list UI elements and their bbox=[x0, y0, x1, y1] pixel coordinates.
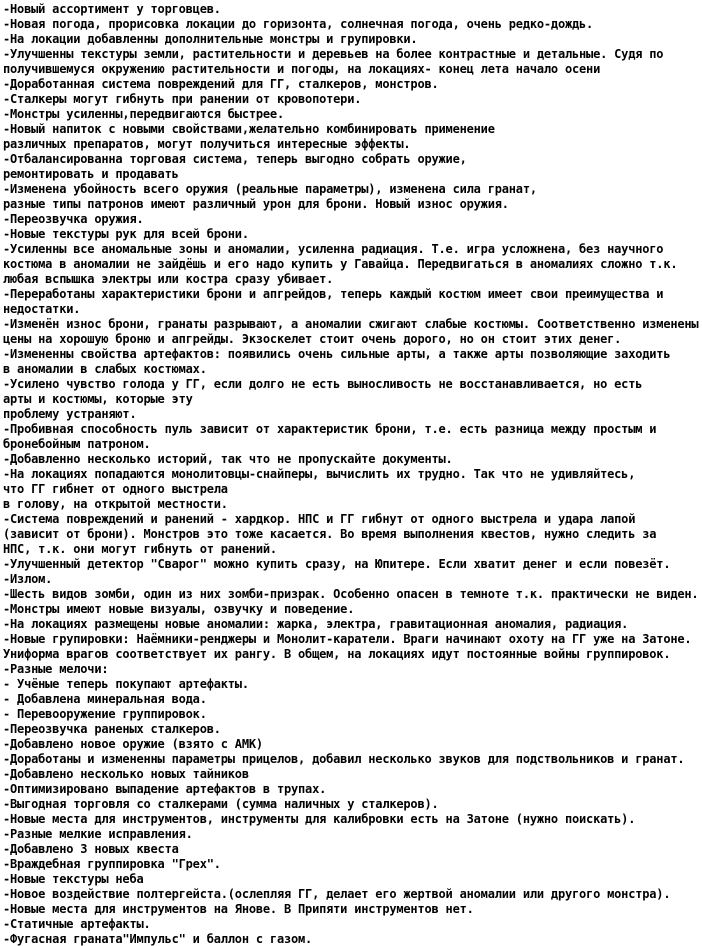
changelog-line: -Оптимизировано выпадение артефактов в трупах. bbox=[3, 782, 327, 796]
changelog-line: бронебойным патроном. bbox=[3, 437, 151, 451]
changelog-line: в голову, на открытой местности. bbox=[3, 497, 228, 511]
changelog-line: -Новые текстуры неба bbox=[3, 872, 144, 886]
changelog-line: -Изменён износ брони, гранаты разрывают, а аномалии сжигают слабые костюмы. Соответственно изменены bbox=[3, 317, 699, 331]
changelog-line: -Разные мелкие исправления. bbox=[3, 827, 193, 841]
changelog-line: разные типы патронов имеют различный урон для брони. Новый износ оружия. bbox=[3, 197, 509, 211]
changelog-line: -На локациях попадаются монолитовцы-снайперы, вычислить их трудно. Так что не удивляйтесь, bbox=[3, 467, 636, 481]
changelog-line: костюма в аномалии не зайдёшь и его надо купить у Гавайца. Передвигаться в аномалиях сложно т.к. bbox=[3, 257, 678, 271]
changelog-line: -Добавленно несколько историй, так что не пропускайте документы. bbox=[3, 452, 453, 466]
changelog-line: -Новый ассортимент у торговцев. bbox=[3, 2, 221, 16]
changelog-line: -Доработанная система повреждений для ГГ, сталкеров, монстров. bbox=[3, 77, 439, 91]
changelog-line: получившемуся окружению растительности и погоды, на локациях- конец лета начало осени bbox=[3, 62, 601, 76]
changelog-line: Униформа врагов соответствует их рангу. В общем, на локациях идут постоянные войны группировок. bbox=[3, 647, 671, 661]
changelog-line: -Усилено чувство голода у ГГ, если долго не есть выносливость не восстанавливается, но есть bbox=[3, 377, 643, 391]
changelog-line: -Шесть видов зомби, один из них зомби-призрак. Особенно опасен в темноте т.к. практически не виден. bbox=[3, 587, 699, 601]
changelog-line: что ГГ гибнет от одного выстрела bbox=[3, 482, 228, 496]
changelog-line: -Монстры усиленны,передвигаются быстрее. bbox=[3, 107, 284, 121]
changelog-line: -Сталкеры могут гибнуть при ранении от кровопотери. bbox=[3, 92, 362, 106]
changelog-line: цены на хорошую броню и апгрейды. Экзоскелет стоит очень дорого, но он стоит этих денег. bbox=[3, 332, 622, 346]
changelog-line: -Излом. bbox=[3, 572, 53, 586]
changelog-line: -Новая погода, прорисовка локации до горизонта, солнечная погода, очень редко-дождь. bbox=[3, 17, 594, 31]
changelog-line: -Новый напиток с новыми свойствами,желательно комбинировать применение bbox=[3, 122, 495, 136]
changelog-line: -Враждебная группировка "Грех". bbox=[3, 857, 221, 871]
changelog-line: -Разные мелочи: bbox=[3, 662, 109, 676]
changelog-line: -Изменена убойность всего оружия (реальные параметры), изменена сила гранат, bbox=[3, 182, 537, 196]
changelog-line: различных препаратов, могут получиться интересные эффекты. bbox=[3, 137, 411, 151]
changelog-line: -На локациях размещены новые аномалии: жарка, электра, гравитационная аномалия, радиация. bbox=[3, 617, 629, 631]
changelog-line: арты и костюмы, которые эту bbox=[3, 392, 193, 406]
changelog-line: -Улучшенный детектор "Сварог" можно купить сразу, на Юпитере. Если хватит денег и если повезёт. bbox=[3, 557, 671, 571]
changelog-line: -Система повреждений и ранений - хардкор. НПС и ГГ гибнут от одного выстрела и удара лапой bbox=[3, 512, 636, 526]
changelog-line: -Усиленны все аномальные зоны и аномалии, усиленна радиация. Т.е. игра усложнена, без научного bbox=[3, 242, 664, 256]
changelog-line: -Добавлено 3 новых квеста bbox=[3, 842, 179, 856]
changelog-line: -Улучшенны текстуры земли, растительности и деревьев на более контрастные и детальные. Судя по bbox=[3, 47, 664, 61]
changelog-line: - Добавлена минеральная вода. bbox=[3, 692, 207, 706]
changelog-line: недостатки. bbox=[3, 302, 81, 316]
changelog-line: -Новые места для инструментов на Янове. В Припяти инструментов нет. bbox=[3, 902, 474, 916]
changelog-line: -Отбалансированна торговая система, теперь выгодно собрать оружие, bbox=[3, 152, 467, 166]
changelog-line: - Перевооружение группировок. bbox=[3, 707, 207, 721]
changelog-line: -Доработаны и измененны параметры прицелов, добавил несколько звуков для подствольников и гранат. bbox=[3, 752, 685, 766]
changelog-line: -Переозвучка раненых сталкеров. bbox=[3, 722, 221, 736]
changelog-line: (зависит от брони). Монстров это тоже касается. Во время выполнения квестов, нужно следить за bbox=[3, 527, 657, 541]
changelog-line: -Добавлено несколько новых тайников bbox=[3, 767, 249, 781]
changelog-line: -Переработаны характеристики брони и апгрейдов, теперь каждый костюм имеет свои преимущества и bbox=[3, 287, 664, 301]
changelog-line: -Новое воздействие полтергейста.(ослепляя ГГ, делает его жертвой аномалии или другого монстра). bbox=[3, 887, 671, 901]
changelog-line: -Новые места для инструментов, инструменты для калибровки есть на Затоне (нужно поискать). bbox=[3, 812, 636, 826]
changelog-line: -Фугасная граната"Импульс" и баллон с газом. bbox=[3, 932, 313, 946]
changelog-line: в аномалии в слабых костюмах. bbox=[3, 362, 207, 376]
changelog-line: -Выгодная торговля со сталкерами (сумма наличных у сталкеров). bbox=[3, 797, 439, 811]
changelog-lines bbox=[3, 2, 702, 946]
changelog-line: -Новые групировки: Наёмники-ренджеры и Монолит-каратели. Враги начинают охоту на ГГ уже на Затоне. bbox=[3, 632, 692, 646]
changelog-line: -Переозвучка оружия. bbox=[3, 212, 144, 226]
changelog-line: -На локации добавленны дополнительные монстры и групировки. bbox=[3, 32, 418, 46]
changelog-line: ремонтировать и продавать bbox=[3, 167, 179, 181]
changelog-line: -Статичные артефакты. bbox=[3, 917, 151, 931]
changelog-line: -Монстры имеют новые визуалы, озвучку и поведение. bbox=[3, 602, 355, 616]
changelog-line: -Новые текстуры рук для всей брони. bbox=[3, 227, 249, 241]
changelog-line: - Учёные теперь покупают артефакты. bbox=[3, 677, 249, 691]
changelog-line: -Пробивная способность пуль зависит от характеристик брони, т.е. есть разница между простым и bbox=[3, 422, 657, 436]
changelog-line: -Измененны свойства артефактов: появились очень сильные арты, а также арты позволяющие заходить bbox=[3, 347, 671, 361]
changelog-line: проблему устраняют. bbox=[3, 407, 137, 421]
changelog-line: любая вспышка электры или костра сразу убивает. bbox=[3, 272, 334, 286]
changelog-line: -Добавлено новое оружие (взято с АМК) bbox=[3, 737, 263, 751]
changelog-line: НПС, т.к. они могут гибнуть от ранений. bbox=[3, 542, 277, 556]
